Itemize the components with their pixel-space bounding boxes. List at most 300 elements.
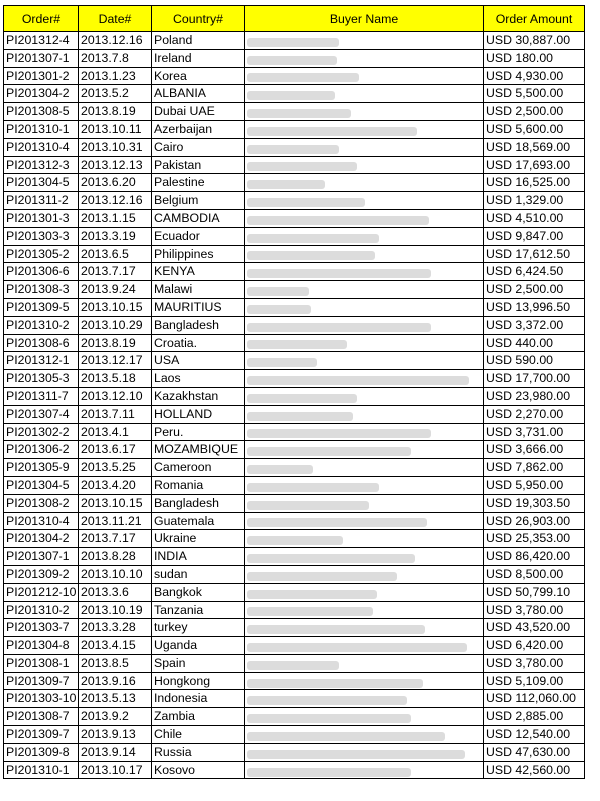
order-date-cell: 2013.4.1 [79,423,152,441]
buyer-name-cell [245,49,484,67]
order-number-cell: PI201306-2 [4,441,79,459]
country-cell: Tanzania [152,601,245,619]
order-date-cell: 2013.9.24 [79,281,152,299]
order-number-cell: PI201212-10 [4,583,79,601]
order-date-cell: 2013.9.2 [79,708,152,726]
order-date-cell: 2013.1.15 [79,209,152,227]
redacted-buyer-name [247,625,425,634]
order-amount-cell: USD 590.00 [484,352,585,370]
order-date-cell: 2013.9.16 [79,672,152,690]
order-number-cell: PI201311-2 [4,192,79,210]
table-row [4,476,585,494]
order-amount-cell: USD 2,270.00 [484,405,585,423]
redacted-buyer-name [247,305,311,314]
buyer-name-cell [245,138,484,156]
order-number-cell: PI201308-2 [4,494,79,512]
table-row [4,209,585,227]
order-number-cell: PI201304-2 [4,85,79,103]
country-cell: Peru. [152,423,245,441]
order-number-cell: PI201304-5 [4,476,79,494]
redacted-buyer-name [247,38,339,47]
table-row [4,743,585,761]
order-number-cell: PI201305-2 [4,245,79,263]
order-date-cell: 2013.11.21 [79,512,152,530]
date-column-header: Date# [79,6,152,32]
order-amount-cell: USD 86,420.00 [484,548,585,566]
redacted-buyer-name [247,465,313,474]
buyer-name-cell [245,316,484,334]
country-cell: Laos [152,370,245,388]
order-date-cell: 2013.10.17 [79,761,152,779]
order-amount-cell: USD 3,372.00 [484,316,585,334]
order-date-cell: 2013.9.13 [79,726,152,744]
country-cell: USA [152,352,245,370]
order-date-cell: 2013.12.16 [79,32,152,50]
table-row [4,494,585,512]
buyer-name-cell [245,512,484,530]
order-number-cell: PI201308-5 [4,103,79,121]
order-amount-cell: USD 7,862.00 [484,459,585,477]
order-number-cell: PI201312-1 [4,352,79,370]
country-cell: Ecuador [152,227,245,245]
order-number-cell: PI201309-2 [4,565,79,583]
country-cell: Chile [152,726,245,744]
redacted-buyer-name [247,501,369,510]
order-date-cell: 2013.12.10 [79,387,152,405]
redacted-buyer-name [247,554,415,563]
order-amount-cell: USD 26,903.00 [484,512,585,530]
redacted-buyer-name [247,180,325,189]
redacted-buyer-name [247,73,359,82]
order-date-cell: 2013.5.18 [79,370,152,388]
order-amount-cell: USD 4,510.00 [484,209,585,227]
country-cell: sudan [152,565,245,583]
buyer-name-cell [245,476,484,494]
order-number-cell: PI201304-8 [4,637,79,655]
table-row [4,548,585,566]
order-amount-cell: USD 4,930.00 [484,67,585,85]
order-amount-cell: USD 3,780.00 [484,654,585,672]
redacted-buyer-name [247,216,429,225]
table-row [4,263,585,281]
order-amount-cell: USD 1,329.00 [484,192,585,210]
order-date-cell: 2013.8.19 [79,103,152,121]
order-amount-cell: USD 12,540.00 [484,726,585,744]
redacted-buyer-name [247,714,411,723]
redacted-buyer-name [247,127,417,136]
buyer-name-cell [245,209,484,227]
order-number-cell: PI201306-6 [4,263,79,281]
order-number-cell: PI201307-1 [4,49,79,67]
order-number-cell: PI201308-3 [4,281,79,299]
order-date-cell: 2013.10.11 [79,120,152,138]
table-row [4,370,585,388]
table-row [4,512,585,530]
table-row [4,334,585,352]
order-number-cell: PI201308-7 [4,708,79,726]
order-amount-cell: USD 17,612.50 [484,245,585,263]
order-number-cell: PI201309-8 [4,743,79,761]
buyer-name-cell [245,637,484,655]
buyer-name-cell [245,565,484,583]
order-date-cell: 2013.10.15 [79,494,152,512]
buyer-name-cell [245,281,484,299]
order-number-cell: PI201310-1 [4,761,79,779]
table-row [4,85,585,103]
country-cell: Belgium [152,192,245,210]
table-row [4,298,585,316]
order-amount-cell: USD 9,847.00 [484,227,585,245]
country-cell: Malawi [152,281,245,299]
country-cell: Cairo [152,138,245,156]
order-date-cell: 2013.10.31 [79,138,152,156]
order-amount-cell: USD 5,950.00 [484,476,585,494]
country-cell: Poland [152,32,245,50]
country-cell: Kosovo [152,761,245,779]
table-row [4,387,585,405]
order-number-cell: PI201303-10 [4,690,79,708]
buyer-name-cell [245,548,484,566]
buyer-name-cell [245,120,484,138]
buyer-name-cell [245,227,484,245]
order-amount-cell: USD 23,980.00 [484,387,585,405]
table-row [4,192,585,210]
order-amount-cell: USD 5,600.00 [484,120,585,138]
order-number-cell: PI201307-1 [4,548,79,566]
order-amount-cell: USD 2,885.00 [484,708,585,726]
order-date-cell: 2013.10.29 [79,316,152,334]
redacted-buyer-name [247,234,379,243]
buyer-name-cell [245,103,484,121]
country-column-header: Country# [152,6,245,32]
table-row [4,174,585,192]
redacted-buyer-name [247,145,339,154]
order-date-cell: 2013.7.8 [79,49,152,67]
order-amount-cell: USD 19,303.50 [484,494,585,512]
country-cell: Kazakhstan [152,387,245,405]
order-date-cell: 2013.7.17 [79,263,152,281]
redacted-buyer-name [247,394,357,403]
country-cell: Croatia. [152,334,245,352]
buyer-name-cell [245,263,484,281]
buyer-name-cell [245,672,484,690]
table-row [4,601,585,619]
table-row [4,32,585,50]
table-row [4,726,585,744]
order-number-cell: PI201310-2 [4,601,79,619]
buyer-name-cell [245,245,484,263]
table-row [4,583,585,601]
order-date-cell: 2013.7.11 [79,405,152,423]
order-number-cell: PI201310-4 [4,138,79,156]
redacted-buyer-name [247,412,353,421]
buyer-name-cell [245,690,484,708]
order-number-cell: PI201305-9 [4,459,79,477]
order-amount-cell: USD 16,525.00 [484,174,585,192]
order-number-cell: PI201310-4 [4,512,79,530]
redacted-buyer-name [247,768,411,777]
order-date-cell: 2013.12.16 [79,192,152,210]
order-amount-cell: USD 47,630.00 [484,743,585,761]
order-number-cell: PI201301-2 [4,67,79,85]
header-row [4,6,585,32]
order-date-cell: 2013.7.17 [79,530,152,548]
redacted-buyer-name [247,287,309,296]
redacted-buyer-name [247,323,431,332]
order-date-cell: 2013.3.28 [79,619,152,637]
country-cell: KENYA [152,263,245,281]
order-amount-cell: USD 3,780.00 [484,601,585,619]
order-column-header: Order# [4,6,79,32]
buyer-name-cell [245,423,484,441]
buyer-name-column-header: Buyer Name [245,6,484,32]
orders-sheet [3,5,585,779]
country-cell: Palestine [152,174,245,192]
buyer-name-cell [245,761,484,779]
order-number-cell: PI201310-1 [4,120,79,138]
order-date-cell: 2013.5.13 [79,690,152,708]
order-amount-cell: USD 25,353.00 [484,530,585,548]
buyer-name-cell [245,67,484,85]
order-number-cell: PI201309-7 [4,726,79,744]
country-cell: Cameroon [152,459,245,477]
country-cell: Russia [152,743,245,761]
table-row [4,423,585,441]
table-row [4,156,585,174]
country-cell: Hongkong [152,672,245,690]
redacted-buyer-name [247,429,431,438]
order-amount-cell: USD 6,420.00 [484,637,585,655]
redacted-buyer-name [247,732,445,741]
buyer-name-cell [245,352,484,370]
order-number-cell: PI201303-3 [4,227,79,245]
order-date-cell: 2013.1.23 [79,67,152,85]
table-row [4,654,585,672]
order-amount-cell: USD 42,560.00 [484,761,585,779]
buyer-name-cell [245,298,484,316]
table-row [4,227,585,245]
order-date-cell: 2013.8.19 [79,334,152,352]
order-amount-cell: USD 50,799.10 [484,583,585,601]
order-amount-column-header: Order Amount [484,6,585,32]
buyer-name-cell [245,459,484,477]
order-amount-cell: USD 43,520.00 [484,619,585,637]
table-row [4,459,585,477]
buyer-name-cell [245,405,484,423]
table-row [4,316,585,334]
redacted-buyer-name [247,56,337,65]
redacted-buyer-name [247,358,317,367]
buyer-name-cell [245,441,484,459]
country-cell: Ukraine [152,530,245,548]
redacted-buyer-name [247,518,427,527]
buyer-name-cell [245,743,484,761]
order-date-cell: 2013.5.2 [79,85,152,103]
redacted-buyer-name [247,750,465,759]
order-amount-cell: USD 2,500.00 [484,281,585,299]
order-amount-cell: USD 5,109.00 [484,672,585,690]
country-cell: Bangkok [152,583,245,601]
buyer-name-cell [245,619,484,637]
country-cell: INDIA [152,548,245,566]
order-amount-cell: USD 8,500.00 [484,565,585,583]
order-amount-cell: USD 30,887.00 [484,32,585,50]
order-number-cell: PI201308-6 [4,334,79,352]
buyer-name-cell [245,334,484,352]
buyer-name-cell [245,530,484,548]
country-cell: CAMBODIA [152,209,245,227]
buyer-name-cell [245,192,484,210]
order-date-cell: 2013.3.6 [79,583,152,601]
order-date-cell: 2013.3.19 [79,227,152,245]
country-cell: Spain [152,654,245,672]
country-cell: Korea [152,67,245,85]
order-amount-cell: USD 17,693.00 [484,156,585,174]
country-cell: Indonesia [152,690,245,708]
table-row [4,441,585,459]
table-row [4,103,585,121]
country-cell: Guatemala [152,512,245,530]
order-amount-cell: USD 18,569.00 [484,138,585,156]
redacted-buyer-name [247,572,397,581]
order-date-cell: 2013.6.5 [79,245,152,263]
buyer-name-cell [245,494,484,512]
table-row [4,619,585,637]
table-row [4,565,585,583]
order-number-cell: PI201310-2 [4,316,79,334]
table-row [4,708,585,726]
order-number-cell: PI201304-2 [4,530,79,548]
order-amount-cell: USD 3,666.00 [484,441,585,459]
order-number-cell: PI201304-5 [4,174,79,192]
order-date-cell: 2013.5.25 [79,459,152,477]
country-cell: Dubai UAE [152,103,245,121]
country-cell: Pakistan [152,156,245,174]
order-number-cell: PI201309-7 [4,672,79,690]
redacted-buyer-name [247,109,351,118]
order-amount-cell: USD 112,060.00 [484,690,585,708]
table-row [4,49,585,67]
country-cell: ALBANIA [152,85,245,103]
buyer-name-cell [245,387,484,405]
country-cell: turkey [152,619,245,637]
country-cell: Azerbaijan [152,120,245,138]
order-amount-cell: USD 3,731.00 [484,423,585,441]
order-number-cell: PI201309-5 [4,298,79,316]
order-date-cell: 2013.8.28 [79,548,152,566]
table-row [4,637,585,655]
redacted-buyer-name [247,91,335,100]
redacted-buyer-name [247,269,431,278]
table-row [4,530,585,548]
buyer-name-cell [245,156,484,174]
country-cell: MAURITIUS [152,298,245,316]
redacted-buyer-name [247,198,365,207]
order-number-cell: PI201302-2 [4,423,79,441]
table-row [4,281,585,299]
order-amount-cell: USD 17,700.00 [484,370,585,388]
country-cell: Bangladesh [152,494,245,512]
buyer-name-cell [245,32,484,50]
buyer-name-cell [245,654,484,672]
table-row [4,690,585,708]
order-date-cell: 2013.10.15 [79,298,152,316]
country-cell: Philippines [152,245,245,263]
redacted-buyer-name [247,643,467,652]
country-cell: HOLLAND [152,405,245,423]
table-row [4,672,585,690]
buyer-name-cell [245,726,484,744]
order-amount-cell: USD 2,500.00 [484,103,585,121]
redacted-buyer-name [247,696,407,705]
country-cell: Ireland [152,49,245,67]
order-number-cell: PI201305-3 [4,370,79,388]
order-date-cell: 2013.12.17 [79,352,152,370]
order-date-cell: 2013.6.20 [79,174,152,192]
order-date-cell: 2013.10.19 [79,601,152,619]
table-row [4,245,585,263]
order-date-cell: 2013.10.10 [79,565,152,583]
redacted-buyer-name [247,162,357,171]
buyer-name-cell [245,708,484,726]
country-cell: Romania [152,476,245,494]
order-amount-cell: USD 180.00 [484,49,585,67]
redacted-buyer-name [247,536,343,545]
redacted-buyer-name [247,607,373,616]
country-cell: Uganda [152,637,245,655]
order-date-cell: 2013.9.14 [79,743,152,761]
table-row [4,138,585,156]
order-number-cell: PI201301-3 [4,209,79,227]
order-date-cell: 2013.4.15 [79,637,152,655]
order-amount-cell: USD 13,996.50 [484,298,585,316]
buyer-name-cell [245,583,484,601]
country-cell: MOZAMBIQUE [152,441,245,459]
redacted-buyer-name [247,251,375,260]
order-number-cell: PI201307-4 [4,405,79,423]
table-row [4,405,585,423]
order-number-cell: PI201312-4 [4,32,79,50]
table-row [4,352,585,370]
order-date-cell: 2013.8.5 [79,654,152,672]
order-amount-cell: USD 440.00 [484,334,585,352]
redacted-buyer-name [247,661,339,670]
table-row [4,761,585,779]
redacted-buyer-name [247,679,423,688]
redacted-buyer-name [247,376,469,385]
country-cell: Zambia [152,708,245,726]
country-cell: Bangladesh [152,316,245,334]
buyer-name-cell [245,85,484,103]
order-number-cell: PI201312-3 [4,156,79,174]
buyer-name-cell [245,370,484,388]
buyer-name-cell [245,174,484,192]
order-date-cell: 2013.12.13 [79,156,152,174]
redacted-buyer-name [247,447,411,456]
table-row [4,67,585,85]
redacted-buyer-name [247,340,347,349]
order-amount-cell: USD 6,424.50 [484,263,585,281]
redacted-buyer-name [247,590,377,599]
redacted-buyer-name [247,483,379,492]
table-body [4,32,585,779]
order-amount-cell: USD 5,500.00 [484,85,585,103]
table-row [4,120,585,138]
order-number-cell: PI201308-1 [4,654,79,672]
order-number-cell: PI201303-7 [4,619,79,637]
order-date-cell: 2013.6.17 [79,441,152,459]
orders-table [3,5,585,779]
